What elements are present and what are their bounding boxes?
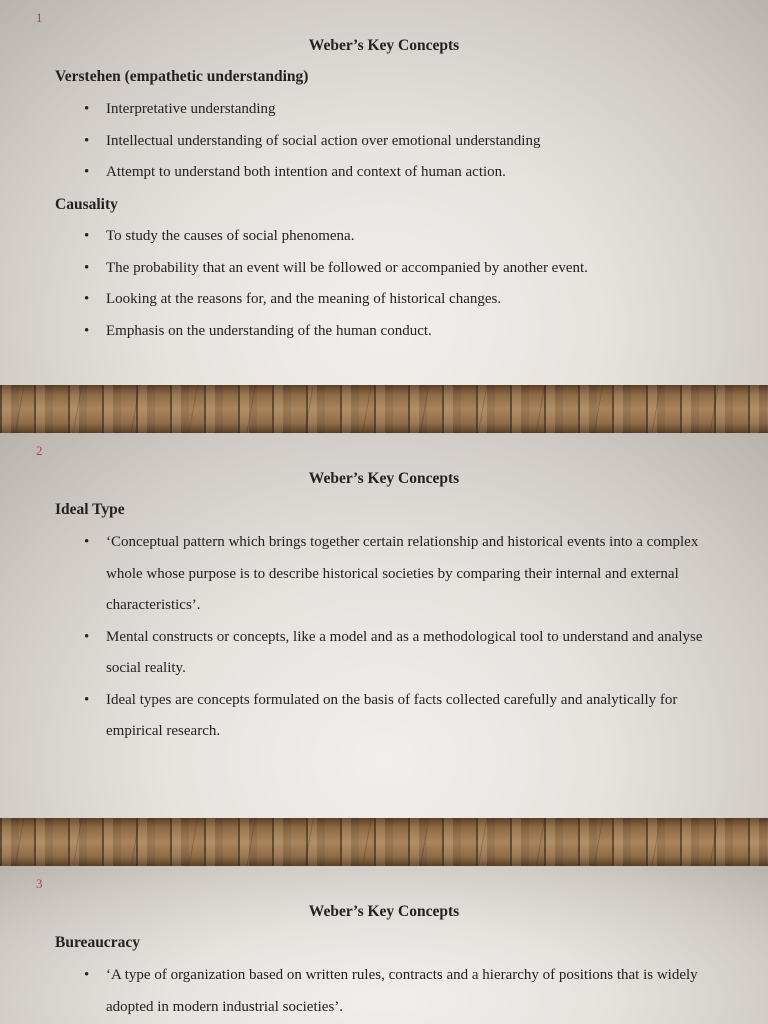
list-item: • Interpretative understanding xyxy=(84,99,728,119)
bullet-list-ideal-type xyxy=(84,527,728,748)
bullet-list-bureaucracy xyxy=(84,960,728,1023)
slide-number: 1 xyxy=(36,10,43,25)
list-item: • The probability that an event will be followed or accompanied by another event. xyxy=(84,258,728,278)
list-item: • Looking at the reasons for, and the meaning of historical changes. xyxy=(84,289,728,309)
bullet-list-causality xyxy=(84,226,728,352)
wood-floor-divider xyxy=(0,385,768,433)
list-item: • ‘A type of organization based on written rules, contracts and a hierarchy of positions that is widely adopted in modern industrial societies’. xyxy=(84,960,728,1023)
slide-number: 2 xyxy=(36,443,43,458)
section-heading-bureaucracy: Bureaucracy xyxy=(55,934,140,951)
slide-title: Weber’s Key Concepts xyxy=(308,37,460,54)
slide-number: 3 xyxy=(36,876,43,891)
list-item: • ‘Conceptual pattern which brings together certain relationship and historical events into a complex whole whose purpose is to describe historical societies by comparing their internal and external characteristics’. xyxy=(84,527,728,622)
list-item: • Ideal types are concepts formulated on the basis of facts collected carefully and analytically for empirical research. xyxy=(84,685,728,748)
slide-title: Weber’s Key Concepts xyxy=(308,903,460,920)
section-heading-causality: Causality xyxy=(55,196,118,213)
slide-1 xyxy=(0,0,768,385)
wood-floor-divider xyxy=(0,818,768,866)
list-item: • Emphasis on the understanding of the human conduct. xyxy=(84,321,728,341)
list-item: • Intellectual understanding of social action over emotional understanding xyxy=(84,131,728,151)
bullet-list-verstehen xyxy=(84,99,728,194)
list-item: • To study the causes of social phenomena. xyxy=(84,226,728,246)
slide-3 xyxy=(0,866,768,1024)
slide-title: Weber’s Key Concepts xyxy=(308,470,460,487)
section-heading-verstehen: Verstehen (empathetic understanding) xyxy=(55,68,309,85)
slide-2 xyxy=(0,433,768,818)
section-heading-ideal-type: Ideal Type xyxy=(55,501,125,518)
list-item: • Mental constructs or concepts, like a model and as a methodological tool to understand and analyse social reality. xyxy=(84,622,728,685)
list-item: • Attempt to understand both intention and context of human action. xyxy=(84,162,728,182)
